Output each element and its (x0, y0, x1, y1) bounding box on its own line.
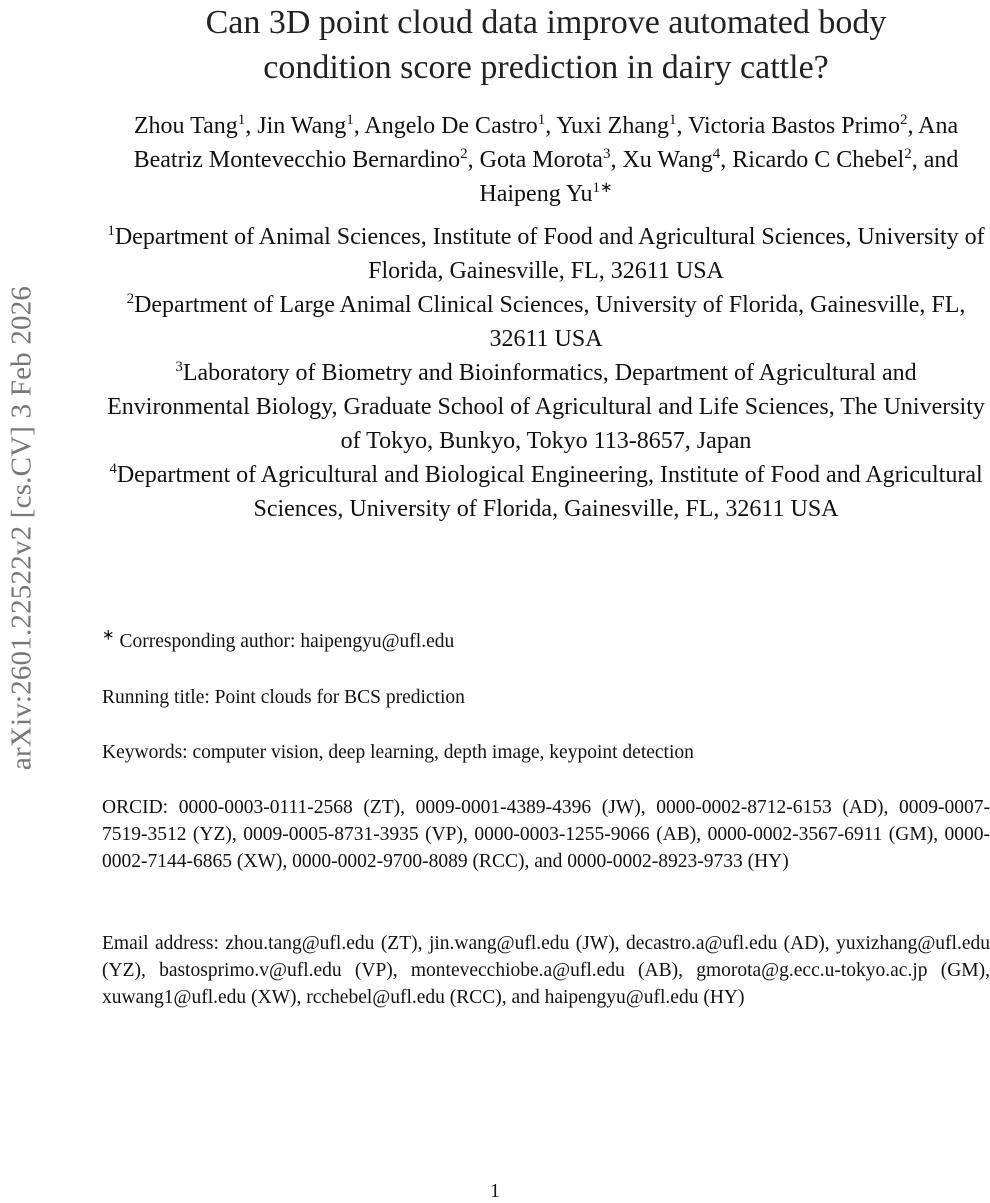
author (480, 147, 611, 173)
author-name: Victoria Bastos Primo (688, 113, 900, 139)
author (732, 147, 911, 173)
author-affiliation-mark: 4 (712, 146, 721, 162)
author-separator: , (545, 113, 557, 139)
author (688, 113, 907, 139)
author (134, 113, 245, 139)
author-conjunction: and (923, 147, 959, 173)
affiliation-text: Laboratory of Biometry and Bioinformatics, Department of Agricultural and Environmental Biology, Graduate School of Agricultural and Life Sciences, The University of Tokyo, Bunkyo, Tokyo 113-8657, Japan (107, 360, 985, 454)
author-separator: , (676, 113, 689, 139)
author-name: Haipeng Yu (479, 181, 593, 207)
author (364, 113, 545, 139)
author (556, 113, 676, 139)
arxiv-sidebar (0, 205, 44, 850)
author-name: Zhou Tang (133, 113, 238, 139)
affiliation (102, 458, 990, 526)
title-line-2: condition score prediction in dairy cattle? (263, 49, 829, 86)
author-affiliation-mark: 1 (346, 112, 354, 128)
arxiv-identifier: arXiv:2601.22522v2 [cs.CV] 3 Feb 2026 (5, 285, 38, 770)
author-affiliation-mark: 1 (668, 112, 677, 128)
paper-header (102, 0, 990, 526)
author (257, 113, 353, 139)
author-affiliation-mark: 1 (537, 112, 546, 128)
author-name: Angelo De Castro (364, 113, 538, 139)
keywords: Keywords: computer vision, deep learning, depth image, keypoint detection (102, 742, 694, 763)
author-affiliation-mark: 2 (904, 146, 912, 162)
running-title: Running title: Point clouds for BCS prediction (102, 687, 465, 708)
author-name: Gota Morota (479, 147, 603, 173)
author-separator: , (610, 147, 623, 173)
author-affiliation-mark: 2 (899, 112, 908, 128)
affiliation-mark: 4 (109, 461, 117, 477)
affiliation-mark: 2 (126, 291, 135, 307)
affiliation-text: Department of Agricultural and Biological Engineering, Institute of Food and Agricultural Sciences, University of Florida, Gainesville, FL, 32611 USA (116, 462, 983, 522)
affiliation-list (102, 220, 990, 526)
author-affiliation-mark: 1∗ (592, 180, 613, 196)
author-separator: , (720, 147, 733, 173)
title-line-1: Can 3D point cloud data improve automated body (205, 4, 887, 41)
author-name: Xu Wang (622, 147, 713, 173)
affiliation (102, 356, 990, 458)
affiliation-mark: 1 (107, 223, 115, 239)
author-separator: , (353, 113, 365, 139)
affiliation-text: Department of Animal Sciences, Institute of Food and Agricultural Sciences, University of Florida, Gainesville, FL, 32611 USA (114, 224, 985, 284)
corresponding-mark: ∗ (102, 627, 115, 644)
author-affiliation-mark: 1 (237, 112, 246, 128)
email-list: Email address: zhou.tang@ufl.edu (ZT), jin.wang@ufl.edu (JW), decastro.a@ufl.edu (AD), yuxizhang@ufl.edu (YZ), bastosprimo.v@ufl.edu (VP), montevecchiobe.a@ufl.edu (AB), gmorota@g.ecc.u-tokyo.ac.jp (GM), xuwang1@ufl.edu (XW), rcchebel@ufl.edu (RCC), and haipengyu@ufl.edu (HY) (102, 933, 990, 1008)
author-separator: , (467, 147, 480, 173)
page-number: 1 (490, 1181, 500, 1202)
author-affiliation-mark: 3 (602, 146, 611, 162)
author-list (102, 109, 990, 211)
author-separator: , (911, 147, 924, 173)
corresponding-author (102, 628, 990, 655)
affiliation (102, 288, 990, 356)
corresponding-text: Corresponding author: haipengyu@ufl.edu (114, 631, 455, 652)
author-separator: , (907, 113, 919, 139)
author-name: Ana Beatriz Montevecchio Bernardino (133, 113, 959, 173)
orcid-list: ORCID: 0000-0003-0111-2568 (ZT), 0009-0001-4389-4396 (JW), 0000-0002-8712-6153 (AD), 0009-0007-7519-3512 (YZ), 0009-0005-8731-3935 (VP), 0000-0003-1255-9066 (AB), 0000-0002-3567-6911 (GM), 0000-0002-7144-6865 (XW), 0000-0002-9700-8089 (RCC), and 0000-0002-8923-9733 (HY) (102, 797, 990, 872)
author-name: Yuxi Zhang (556, 113, 669, 139)
author (479, 181, 612, 207)
affiliation (102, 220, 990, 288)
author (622, 147, 720, 173)
paper-title (102, 0, 990, 90)
affiliation-text: Department of Large Animal Clinical Sciences, University of Florida, Gainesville, FL, 32611 USA (134, 292, 966, 352)
affiliation-mark: 3 (175, 359, 183, 375)
author-name: Ricardo C Chebel (732, 147, 905, 173)
author-separator: , (245, 113, 258, 139)
author-affiliation-mark: 2 (460, 146, 468, 162)
author-name: Jin Wang (257, 113, 347, 139)
